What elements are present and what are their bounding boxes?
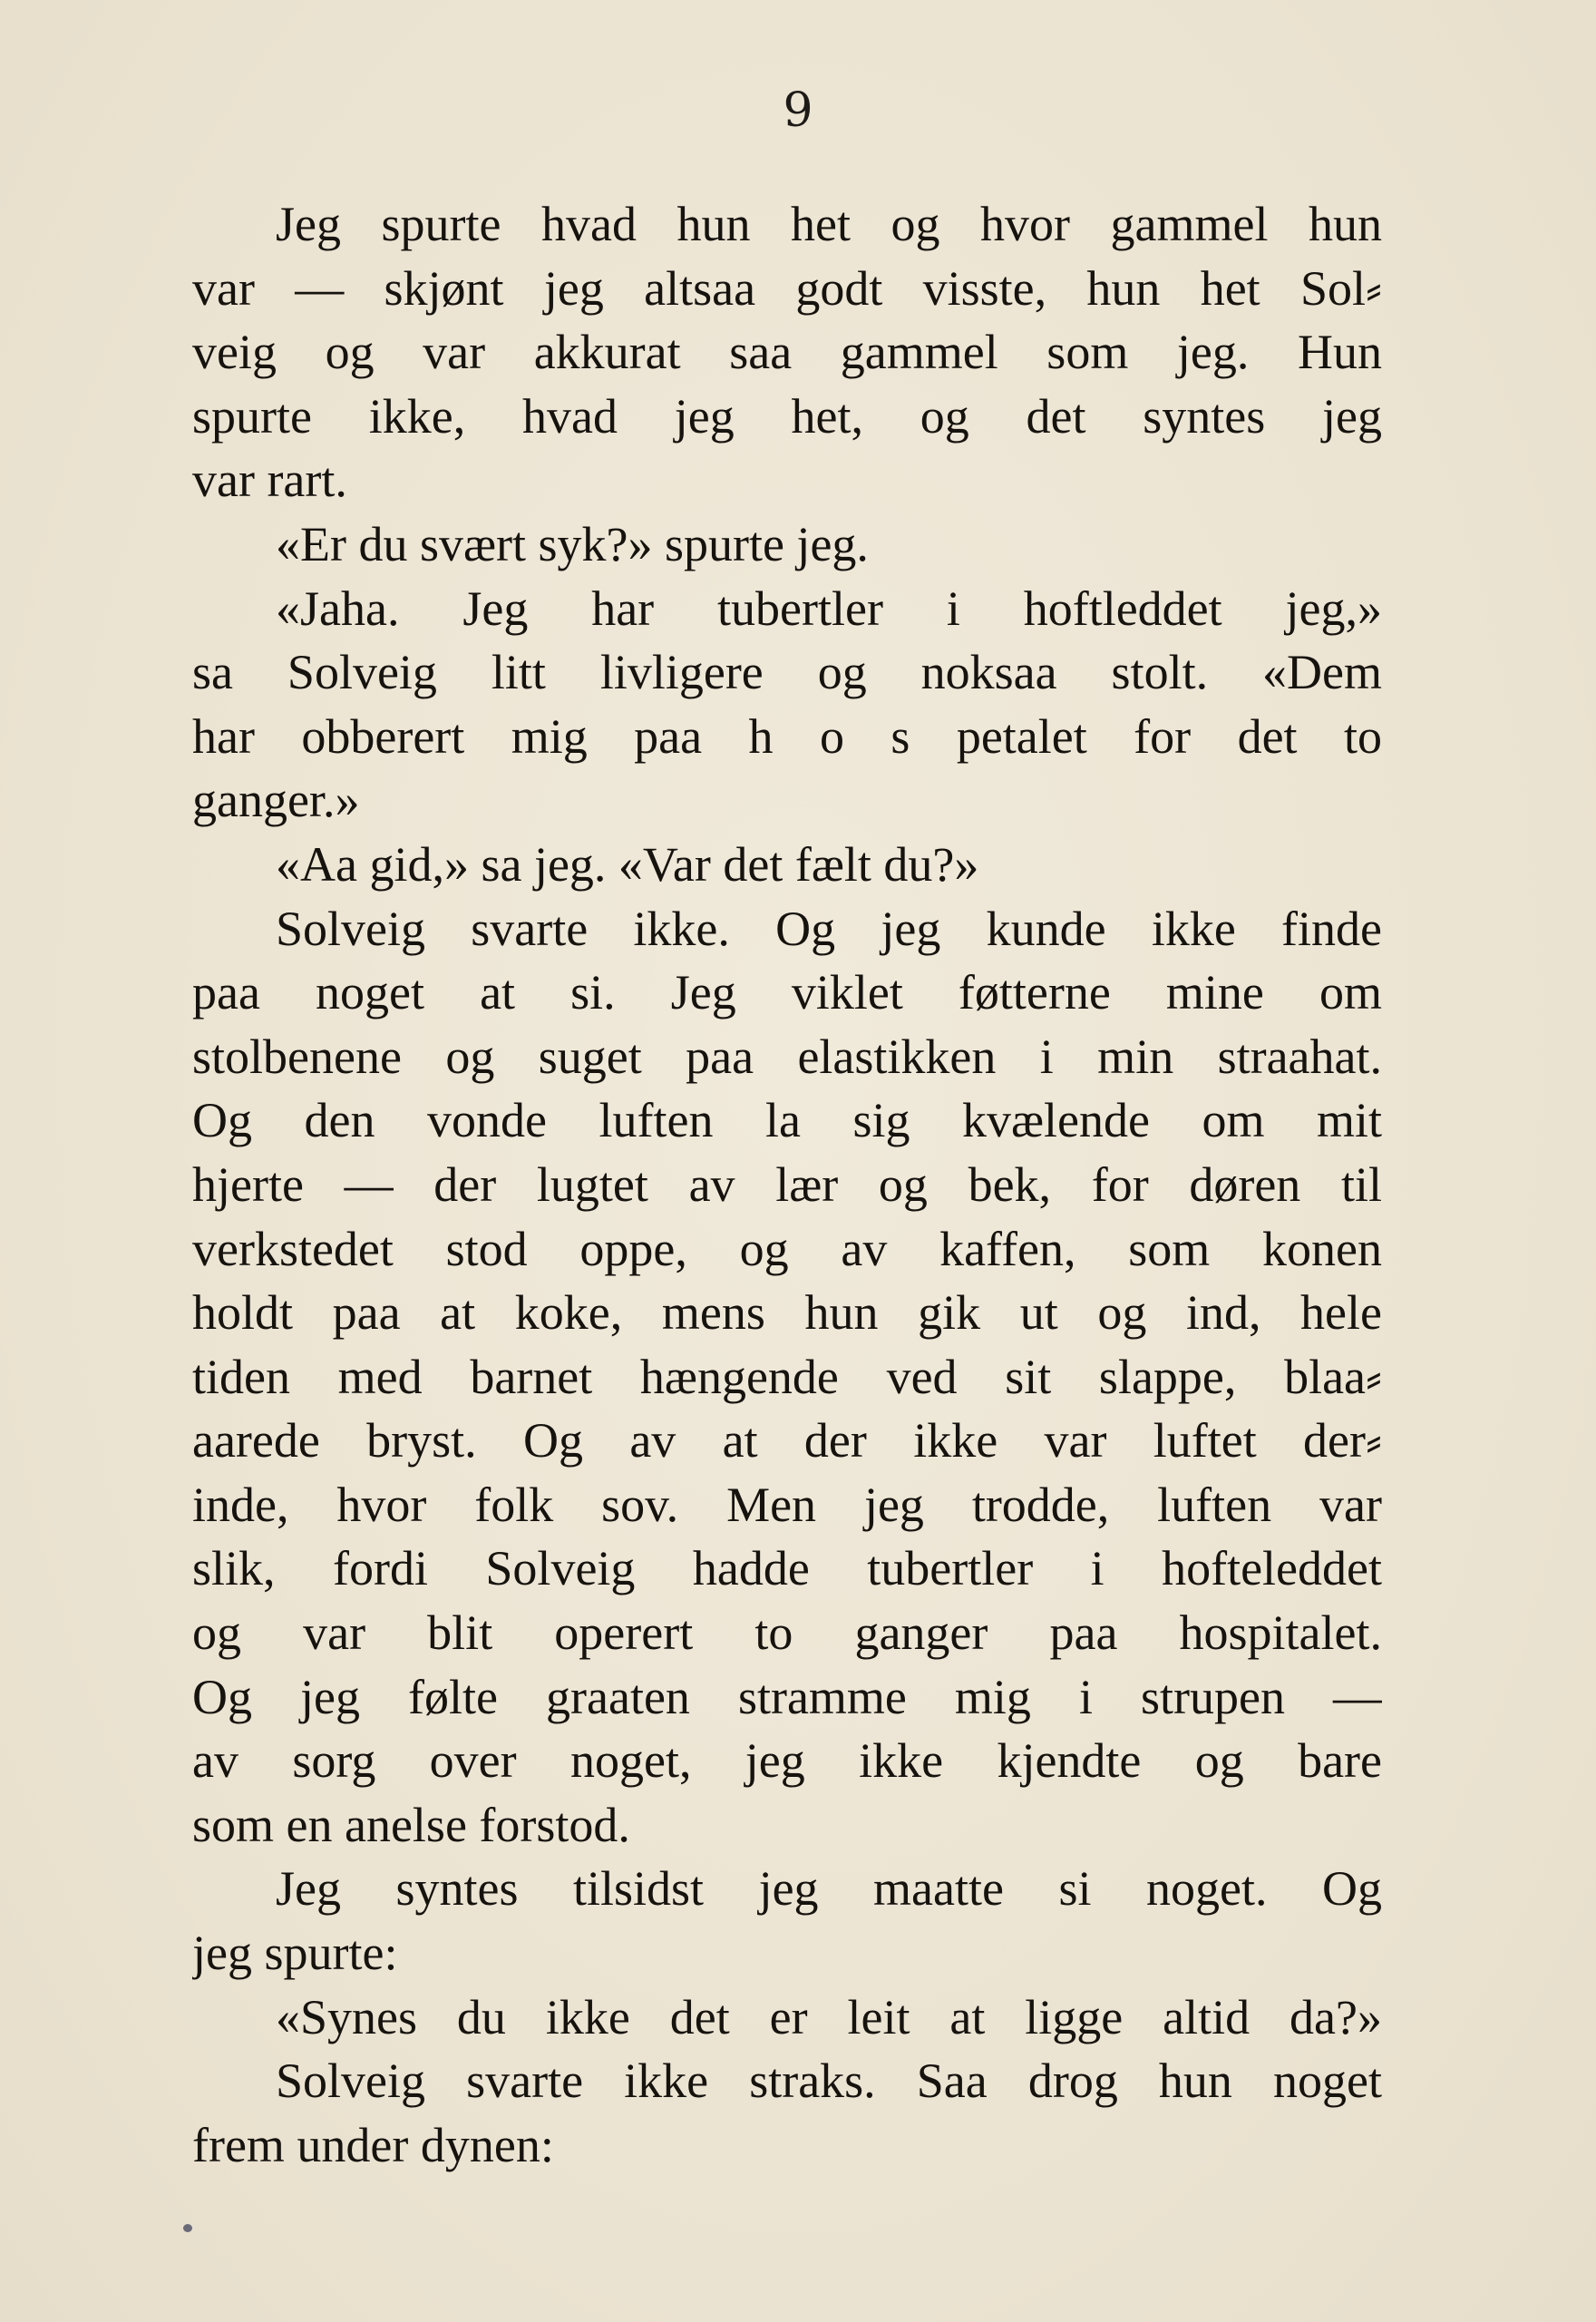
text-line: verkstedet stod oppe, og av kaffen, som konen	[192, 1221, 1382, 1276]
text-line: inde, hvor folk sov. Men jeg trodde, luften var	[192, 1477, 1382, 1532]
text-line: «Er du svært syk?» spurte jeg.	[276, 516, 869, 571]
text-line: holdt paa at koke, mens hun gik ut og ind, hele	[192, 1285, 1382, 1341]
text-line: Solveig svarte ikke. Og jeg kunde ikke finde	[276, 901, 1382, 956]
text-line: Jeg syntes tilsidst jeg maatte si noget. Og	[276, 1861, 1382, 1917]
text-line: av sorg over noget, jeg ikke kjendte og bare	[192, 1733, 1382, 1789]
text-line: sa Solveig litt livligere og noksaa stolt. «Dem	[192, 645, 1382, 700]
body-text	[192, 192, 1382, 2177]
text-line: har obberert mig paa h o s petalet for det to	[192, 708, 1382, 764]
text-line: Solveig svarte ikke straks. Saa drog hun noget	[276, 2054, 1382, 2109]
text-line: spurte ikke, hvad jeg het, og det syntes jeg	[192, 388, 1382, 444]
page-number: 9	[783, 83, 813, 138]
text-line: aarede bryst. Og av at der ikke var luftet der⸗	[192, 1413, 1382, 1468]
text-line: frem under dynen:	[192, 2117, 554, 2172]
text-line: og var blit operert to ganger paa hospitalet.	[192, 1605, 1382, 1661]
text-line: Og jeg følte graaten stramme mig i strupen —	[192, 1669, 1382, 1724]
text-line: «Synes du ikke det er leit at ligge altid da?»	[276, 1989, 1382, 2044]
text-line: var — skjønt jeg altsaa godt visste, hun het Sol⸗	[192, 260, 1382, 316]
text-line: Jeg spurte hvad hun het og hvor gammel hun	[276, 197, 1382, 251]
text-line: stolbenene og suget paa elastikken i min straahat.	[192, 1029, 1382, 1084]
text-line: som en anelse forstod.	[192, 1797, 630, 1852]
text-line: jeg spurte:	[192, 1926, 398, 1981]
text-line: var rart.	[192, 453, 347, 508]
text-line: ganger.»	[192, 773, 360, 828]
text-line: slik, fordi Solveig hadde tubertler i hofteleddet	[192, 1541, 1382, 1596]
text-line: hjerte — der lugtet av lær og bek, for døren til	[192, 1156, 1382, 1212]
print-speck	[183, 2224, 192, 2232]
text-line: «Jaha. Jeg har tubertler i hoftleddet jeg,»	[276, 580, 1382, 636]
text-line: paa noget at si. Jeg viklet føtterne mine om	[192, 965, 1382, 1020]
text-line: tiden med barnet hængende ved sit slappe, blaa⸗	[192, 1349, 1382, 1404]
text-line: «Aa gid,» sa jeg. «Var det fælt du?»	[276, 836, 979, 892]
text-line: Og den vonde luften la sig kvælende om mit	[192, 1093, 1382, 1148]
text-line: veig og var akkurat saa gammel som jeg. Hun	[192, 325, 1382, 380]
